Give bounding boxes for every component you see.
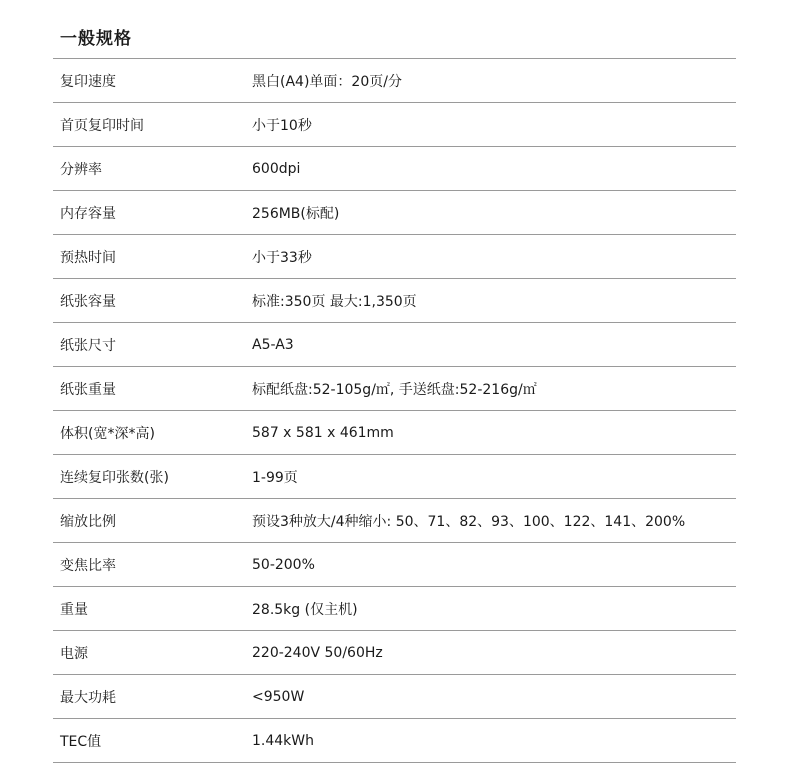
spec-label: 纸张尺寸 [60,337,116,354]
spec-row-power-supply [53,631,736,675]
spec-label: TEC值 [60,733,102,750]
spec-value: 1.44kWh [252,732,314,749]
spec-row-paper-size [53,323,736,367]
spec-value: 小于10秒 [252,117,312,134]
spec-label: 最大功耗 [60,689,116,706]
spec-row-memory [53,191,736,235]
spec-row-paper-weight [53,367,736,411]
spec-label: 纸张容量 [60,293,116,310]
spec-label: 变焦比率 [60,557,116,574]
spec-value: A5-A3 [252,336,294,353]
spec-row-warmup-time [53,235,736,279]
spec-label: 纸张重量 [60,381,116,398]
spec-label: 连续复印张数(张) [60,469,169,486]
spec-value: 220-240V 50/60Hz [252,644,383,661]
spec-row-zoom-presets [53,499,736,543]
spec-row-max-power [53,675,736,719]
spec-value: 标配纸盘:52-105g/㎡, 手送纸盘:52-216g/㎡ [252,381,537,398]
spec-label: 体积(宽*深*高) [60,425,155,442]
spec-label: 预热时间 [60,249,116,266]
spec-label: 首页复印时间 [60,117,144,134]
spec-row-continuous-copies [53,455,736,499]
spec-value: 标准:350页 最大:1,350页 [252,293,417,310]
spec-value: 1-99页 [252,469,298,486]
spec-row-tec [53,719,736,763]
spec-label: 电源 [60,645,88,662]
spec-value: 28.5kg (仅主机) [252,601,358,618]
spec-row-weight [53,587,736,631]
spec-row-first-copy-time [53,103,736,147]
section-title: 一般规格 [60,29,132,49]
spec-value: 600dpi [252,160,301,177]
spec-label: 重量 [60,601,88,618]
spec-value: 587 x 581 x 461mm [252,424,394,441]
spec-row-resolution [53,147,736,191]
spec-label: 缩放比例 [60,513,116,530]
spec-value: 小于33秒 [252,249,312,266]
spec-row-copy-speed [53,59,736,103]
spec-value: <950W [252,688,305,705]
spec-value: 预设3种放大/4种缩小: 50、71、82、93、100、122、141、200% [252,513,686,530]
spec-label: 内存容量 [60,205,116,222]
spec-value: 黑白(A4)单面：20页/分 [252,73,402,90]
spec-row-paper-capacity [53,279,736,323]
spec-value: 50-200% [252,556,315,573]
spec-table [53,58,736,763]
spec-value: 256MB(标配) [252,205,340,222]
spec-label: 复印速度 [60,73,116,90]
spec-row-zoom-ratio [53,543,736,587]
spec-label: 分辨率 [60,161,102,178]
spec-row-dimensions [53,411,736,455]
